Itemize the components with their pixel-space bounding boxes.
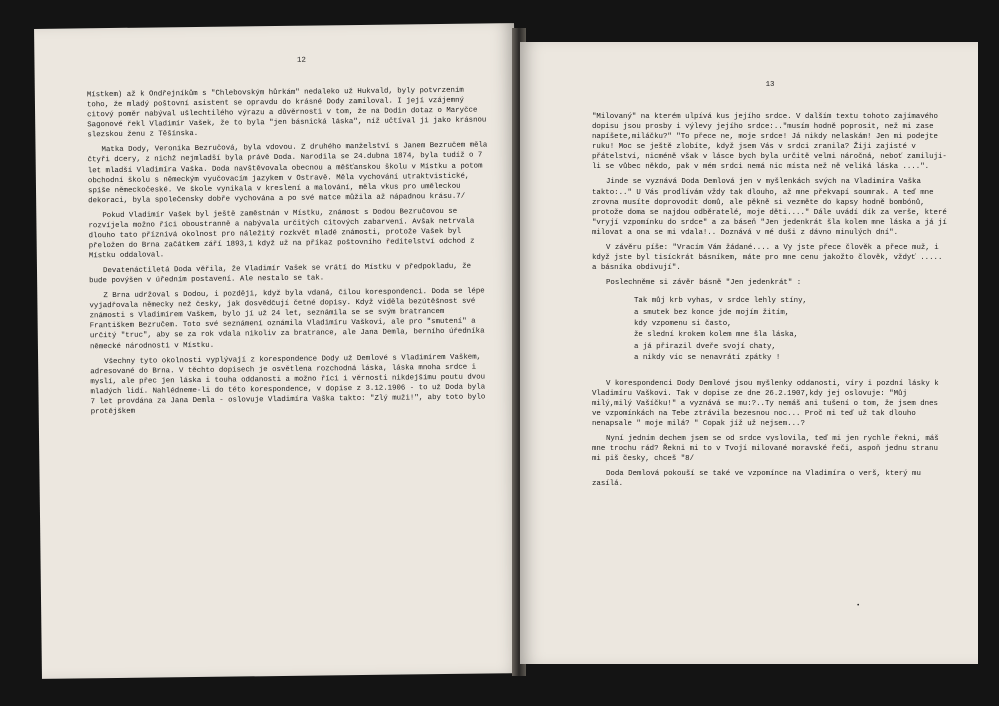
paragraph: V závěru píše: "Vracím Vám žádané.... a Vy jste přece člověk a přece muž, i když jste byl tisíckrát básníkem, máte pro mne cenu jakožto člověk, vždyť ..... a básníka obdivují". bbox=[592, 243, 943, 272]
paragraph: Nyní jedním dechem jsem se od srdce vyslovila, teď mi jen rychle řekni, máš mne trochu rád? Řekni mi to v Tvojí milované moravské řeči, aspoň jednu stranu mi piš česky, chceš "8/ bbox=[592, 435, 939, 464]
paragraph: Místkem) až k Ondřejníkům s "Chlebovským hůrkám" nedaleko už Hukvald, byly potvrzením toho, že mladý poštovní asistent se opravdu do krásné Dody zamiloval. I její vzájemný citový poměr nabýval ušlechtilého výrazu a důvěrnosti v tom, že na Dodin dotaz o Maryčce Sagonové řekl Vladimír Vašek, že to byla "jen básnická láska", níž učtíval ji jako krásnou slezskou ženu z Těšínska. bbox=[86, 86, 487, 140]
paragraph: Všechny tyto okolnosti vyplývají z korespondence Dody už Demlové s Vladimírem Vaškem, adresované do Brna. V těchto dopisech je osvětlena rozchodná láska, láska mnoha srdce i myslí, ale přec jen láska i touha oddanosti a možno říci i věrnosti nikdejšímu poutu dvou mladých lidí. Nahlédneme-li do této korespondence, v dopise z 3.12.1906 - to už Doda byla 7 let provdána za Jana Demla - oslovuje Vladimíra Vaška takto: "Zlý muži!", aby toto bylo protějškem bbox=[90, 353, 486, 417]
right-page bbox=[520, 42, 978, 664]
paragraph: Jinde se vyznává Doda Demlová jen v myšlenkách svých na Vladimíra Vaška takto:.." U Vás prodlívám vždy tak dlouho, až mne překvapí soumrak. A teď mne zrovna musíte doprovodit domů, ale pěkně si vezměte do kapsy hodně bombónů, protože doma se najdou odběratelé, moje děti...." Dále uvádí dík za verše, které "vryjí vzpomínku do srdce" a za báseň "Jen jedenkrát šla kolem mne láska a já jí milovat a ona se mi vdala!.. Doznává v mé duši z dávno minulých dní". bbox=[592, 178, 947, 237]
paragraph: Devatenáctiletá Doda věřila, že Vladimír Vašek se vrátí do Místku v předpokladu, že bude povýšen v úředním postavení. Ale nestalo se tak. bbox=[89, 262, 472, 286]
paragraph: "Milovaný" na kterém ulpívá kus jejího srdce. V dalším textu tohoto zajímavého dopisu jsou prosby i výlevy jejího srdce:.."musím hodně poprosit, než mi zase napíšete,miláčku?" "To přece ne, moje srdce! Já nikdy nelaskám! Jen mi podejte ruku! Moc se ještě zlobíte, když jsem Vás v srdci zranila? Žiji zajisté v přátelství, nicméně však v lásce bych byla určitě velmi náročná, neboť zamiluji-li se vůbec někdo, pak v mém srdci nemá nic místa než ně veliká láska ....". bbox=[592, 113, 947, 172]
page-number-right: 13 bbox=[765, 81, 775, 89]
paragraph: V korespondenci Dody Demlové jsou myšlenky oddanosti, víry i pozdní lásky k Vladimíru Vaškovi. Tak v dopise ze dne 26.2.1907,kdy jej oslovuje: "Můj milý,milý Vašíčku!" a vyznává se mu:?..Ty nemáš ani tušení o tom, že jsem dnes ve vzpomínkách na Tebe ztrávila bezesnou noc... Proč mi teď už tak dlouho nenapsale " moje milá? " Copak jíž už nejsem...? bbox=[592, 379, 939, 429]
left-page bbox=[34, 23, 522, 679]
paragraph: Poslechněme si závěr básně "Jen jedenkrát" : bbox=[606, 279, 802, 287]
paragraph: Z Brna udržoval s Dodou, i později, když byla vdaná, čilou korespondenci. Doda se lépe vyjadřovala německy než česky, jak dosvědčují četné dopisy. Když viděla bezútěšnost své známosti s Vladimírem Vaškem, bylo jí už 24 let, seznámila se se svým bratrancem Františkem Bezručem. Toto své seznámení oznámila Vladimíru Vaškovi, ale pro "smutení" a určitý "truc", aby se za rok vdala nikoliv za bratrance, ale Jana Demla, berního úředníka německé národnosti v Místku. bbox=[89, 287, 485, 351]
page-number-left: 12 bbox=[296, 56, 306, 65]
paragraph: Matka Dody, Veronika Bezručová, byla vdovou. Z druhého manželství s Janem Bezručem měla čtyři dcery, z nichž nejmladší byla právě Doda. Narodila se 24.dubna 1874, byla tudíž o 7 let mladší Vladimíra Vaška. Doda navštěvovala obecnou a měšťanskou školu v Místku a potom obchodní školu s německým vyučovacím jazykem v Ostravě. Měla vychování utraktvistické, spíše německočeské. Ve škole vynikala v kreslení a malování, měla vkus pro uměleckou dekoraci, byla společensky dobře vychována a po své matce můžila až nápadnou krásu.7/ bbox=[87, 141, 488, 205]
paragraph: Pokud Vladimír Vašek byl ještě zaměstnán v Místku, známost s Dodou Bezručovou se rozvíjela možno říci oboustranně a nabývala určitých citových zabarvení. Avšak netrvala dlouho tato příznivá okolnost pro náležitý rozkvět mladé známosti, protože Vašek byl přeložen do Brna začátkem září 1893,1 když už na příkaz poštovního ředitelství odchod z Místku oddaloval. bbox=[88, 207, 475, 261]
poem-excerpt: Tak můj krb vyhas, v srdce lehly stíny, a smutek bez konce jde mojím žitím, kdy vzpomenu si často, že slední krokem kolem mne šla láska, a já přirazil dveře svojí chaty, a nikdy víc se nenavrátí zpátky ! bbox=[634, 297, 807, 363]
page-mark: • bbox=[856, 601, 860, 609]
paragraph: Doda Demlová pokouší se také ve vzpomínce na Vladimíra o verš, který mu zasílá. bbox=[592, 470, 921, 489]
